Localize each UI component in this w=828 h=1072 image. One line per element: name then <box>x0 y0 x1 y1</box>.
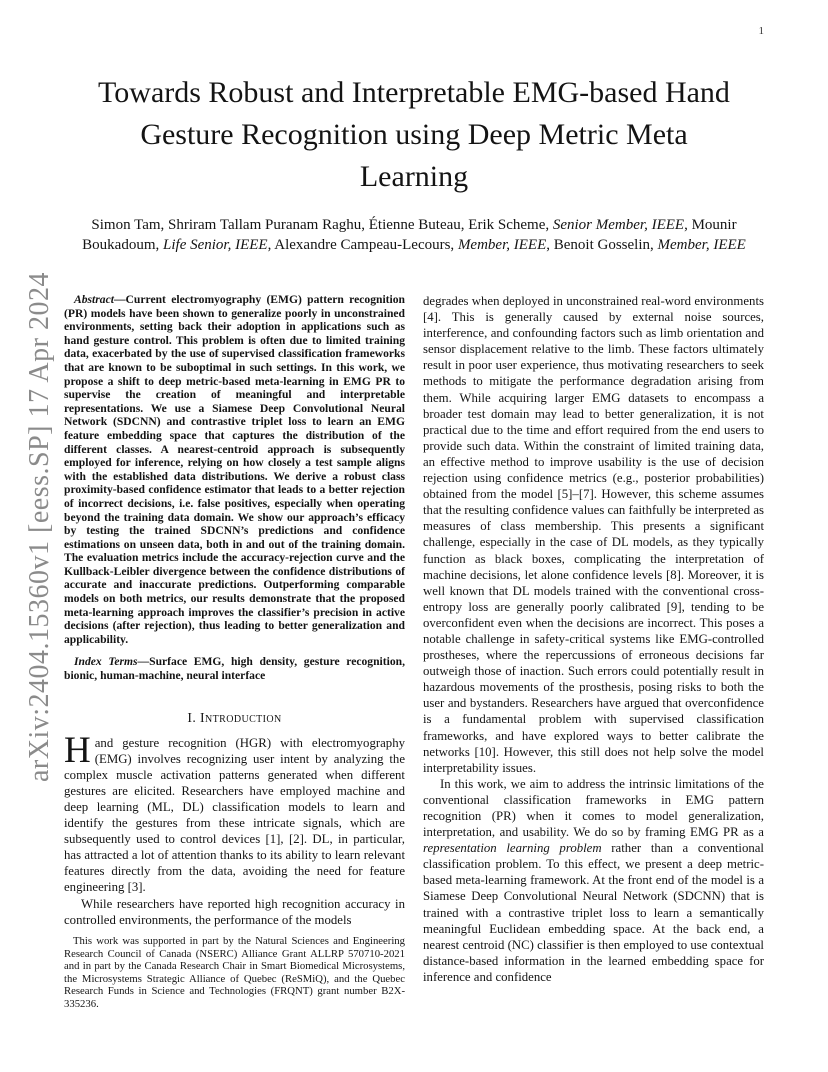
author-list <box>64 215 764 255</box>
intro-paragraph-1-text: and gesture recognition (HGR) with electromyography (EMG) involves recognizing user intent by analyzing the complex muscle activation patterns generated when different gestures are elicited. Researchers have employed machine and deep learning (ML, DL) classification models to learn and identify the gestures from these intricate signals, which are subsequently used to control devices [1], [2]. DL, in particular, has attracted a lot of attention thanks to its ability to learn relevant features directly from the data, avoiding the need for feature engineering [3]. <box>64 735 405 895</box>
author-names: Simon Tam, Shriram Tallam Puranam Raghu, Étienne Buteau, Erik Scheme, <box>91 217 553 233</box>
footnote-acknowledgment: This work was supported in part by the Natural Sciences and Engineering Research Council of Canada (NSERC) Alliance Grant ALLRP 570710-2021 and in part by the Canada Research Chair in Smart Biomedical Microsystems, the Microsystems Strategic Alliance of Quebec (ReSMiQ), and the Quebec Research Funds in Science and Technologies (FRQNT) grant number B2X-335236. <box>64 935 405 1010</box>
paper-header <box>64 72 764 255</box>
column-right <box>423 293 764 1010</box>
author-names: Boukadoum, <box>82 237 164 253</box>
author-membership: Member, IEEE <box>457 237 547 253</box>
title-line-2: Gesture Recognition using Deep Metric Meta <box>140 118 688 151</box>
author-membership: Life Senior, IEEE <box>163 237 268 253</box>
two-column-body <box>64 293 764 1010</box>
author-names: , Benoit Gosselin, <box>546 237 658 253</box>
column-left <box>64 293 405 1010</box>
arxiv-watermark: arXiv:2404.15360v1 [eess.SP] 17 Apr 2024 <box>24 272 55 782</box>
index-terms <box>64 655 405 682</box>
author-line-1 <box>64 215 764 235</box>
page-number: 1 <box>758 25 764 37</box>
index-terms-text: —Surface EMG, high density, gesture recognition, bionic, human-machine, neural interface <box>64 655 405 683</box>
index-terms-label: Index Terms <box>74 655 138 669</box>
abstract-text: —Current electromyography (EMG) pattern recognition (PR) models have been shown to generalize poorly in unconstrained environments, setting back their adoption in applications such as hand gesture control. This problem is often due to limited training data, exacerbated by the use of supervised classification frameworks that are known to be suboptimal in such settings. In this work, we propose a shift to deep metric-based meta-learning in EMG PR to supervise the creation of meaningful and interpretable representations. We use a Siamese Deep Convolutional Neural Network (SDCNN) and contrastive triplet loss to learn an EMG feature embedding space that captures the distribution of the different classes. A nearest-centroid approach is subsequently employed for inference, relying on how closely a test sample aligns with the established data distributions. We derive a robust class proximity-based confidence estimator that leads to a better rejection of incorrect decisions, i.e. false positives, especially when operating beyond the training data domain. We show our approach’s efficacy by testing the trained SDCNN’s predictions and confidence estimations on unseen data, both in and out of the training domain. The evaluation metrics include the accuracy-rejection curve and the Kullback-Leibler divergence between the confidence distributions of accurate and inaccurate predictions. Outperforming comparable models on both metrics, our results demonstrate that the proposed meta-learning approach improves the classifier’s precision in active decisions (after rejection), thus leading to better generalization and applicability. <box>64 293 405 646</box>
author-membership: Member, IEEE <box>657 237 746 253</box>
intro-paragraph-4 <box>423 776 764 985</box>
author-names: , Alexandre Campeau-Lecours, <box>267 237 458 253</box>
paper-title <box>64 72 764 198</box>
title-line-1: Towards Robust and Interpretable EMG-based Hand <box>98 76 730 109</box>
emphasized-phrase: representation learning problem <box>423 841 602 856</box>
intro-paragraph-4-text: rather than a conventional classification problem. To this effect, we present a deep metric-based meta-learning framework. At the front end of the model is a Siamese Deep Convolutional Neural Network (SDCNN) that is trained with a contrastive triplet loss to learn a semantically meaningful Euclidean embedding space. At the back end, a nearest centroid (NC) classifier is then employed to use contextual distance-based information in the learned embedding space for inference and confidence <box>423 841 764 984</box>
intro-paragraph-4-text: In this work, we aim to address the intrinsic limitations of the conventional classification frameworks in EMG pattern recognition (PR) when it comes to model generalization, interpretation, and usability. We do so by framing EMG PR as a <box>423 776 764 840</box>
author-line-2 <box>64 235 764 255</box>
title-line-3: Learning <box>359 160 469 193</box>
intro-paragraph-3: degrades when deployed in unconstrained real-word environments [4]. This is generally caused by external noise sources, interference, and confounding factors such as limb orientation and sensor displacement relative to the limb. These factors ultimately result in poor user experience, thus motivating researchers to seek methods to mitigate the performance degradation arising from them. While acquiring larger EMG datasets to encompass a broader test domain may lead to better generalization, it is not practical due to the time and effort required from the end users to provide such data. Within the constraint of limited training data, an effective method to improve usability is the use of decision rejection using confidence metrics (e.g., posterior probabilities) obtained from the model [5]–[7]. However, this scheme assumes that the resulting confidence values can faithfully be interpreted as measures of class membership. This presents a significant challenge, especially in the case of DL models, as they typically function as black boxes, complicating the interpretation of machine decisions, let alone confidence levels [8]. Moreover, it is well known that DL models trained with the conventional cross-entropy loss are generally poorly calibrated [9], tending to be overconfident even when the decisions are incorrect. This poses a notable challenge in safety-critical systems like EMG-controlled prostheses, where the repercussions of erroneous decisions far outweigh those of inaction. Such errors could potentially result in hazardous movements of the prosthesis, posing risks to both the user and bystanders. Researchers have argued that overconfidence is a fundamental problem with supervised classification frameworks, and have explored ways to better calibrate the networks [10]. However, this still does not help solve the model interpretability issues. <box>423 294 764 775</box>
author-membership: Senior Member, IEEE <box>552 217 685 233</box>
abstract-paragraph <box>64 293 405 646</box>
section-heading-introduction: I. Introduction <box>187 709 282 725</box>
intro-paragraph-1 <box>64 729 405 896</box>
drop-cap: H <box>64 729 91 771</box>
author-names: , Mounir <box>684 217 737 233</box>
intro-paragraph-2: While researchers have reported high recognition accuracy in controlled environments, the performance of the models <box>64 896 405 927</box>
abstract-label: Abstract <box>74 293 114 306</box>
